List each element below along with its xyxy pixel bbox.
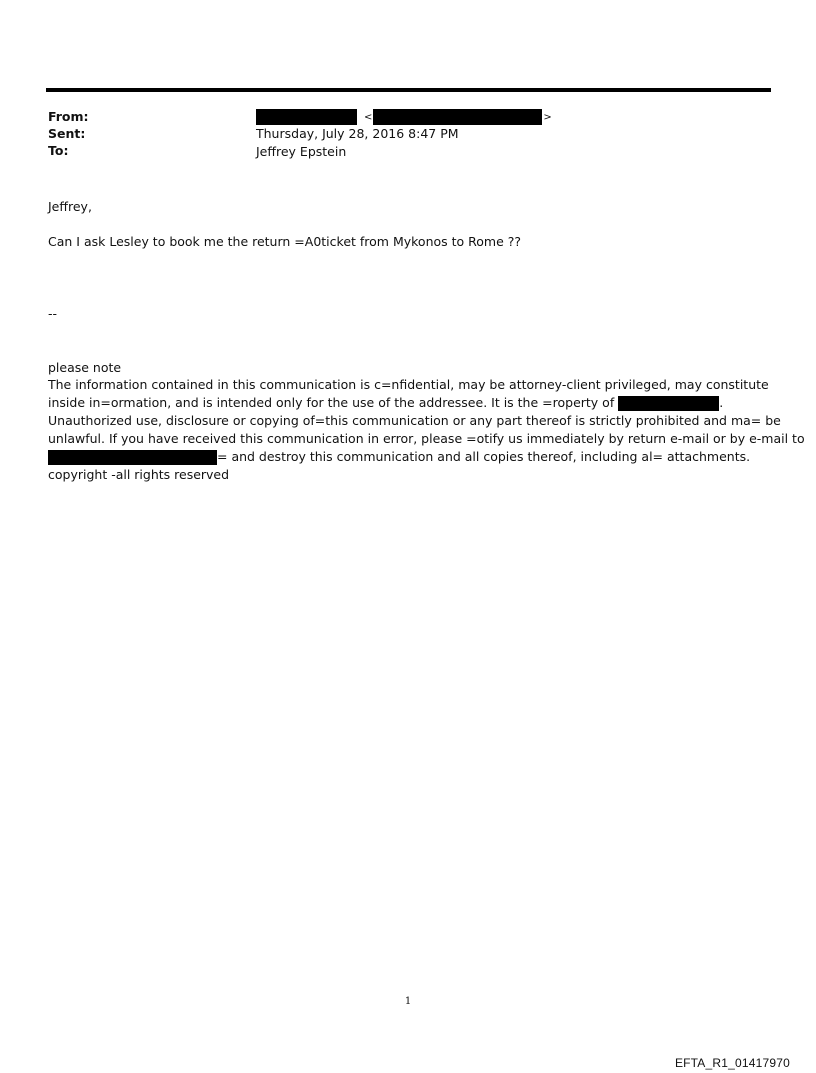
from-label: From: (48, 109, 89, 124)
disclaimer-line-part: inside in=ormation, and is intended only for the use of the addressee. It is the =roperty of (48, 395, 615, 410)
disclaimer-line: Unauthorized use, disclosure or copying of=this communication or any part thereof is strictly prohibited and ma= be (48, 413, 781, 428)
disclaimer-title: please note (48, 360, 122, 375)
redacted-sender-email (373, 109, 542, 125)
disclaimer-line-with-redaction (48, 448, 788, 466)
document-id: EFTA_R1_01417970 (674, 1056, 790, 1070)
disclaimer-line-part: . (719, 395, 724, 410)
redacted-contact-email (48, 450, 217, 465)
header-rule (46, 88, 771, 92)
disclaimer-text (48, 376, 805, 484)
to-value: Jeffrey Epstein (256, 144, 347, 159)
greeting: Jeffrey, (48, 199, 92, 214)
copyright-notice: copyright -all rights reserved (48, 467, 230, 482)
from-close-bracket: > (543, 112, 552, 123)
disclaimer-line-with-redaction (48, 394, 788, 412)
disclaimer-line: The information contained in this communication is c=nfidential, may be attorney-client privileged, may constitute (48, 377, 769, 392)
from-value (256, 108, 552, 126)
message-body: Can I ask Lesley to book me the return =A0ticket from Mykonos to Rome ?? (48, 234, 522, 249)
page-number: 1 (404, 996, 412, 1007)
sent-value: Thursday, July 28, 2016 8:47 PM (256, 126, 459, 141)
from-open-bracket: < (363, 112, 373, 123)
to-label: To: (48, 143, 69, 158)
sent-label: Sent: (48, 126, 86, 141)
disclaimer-line-part: = and destroy this communication and all copies thereof, including al= attachments. (217, 449, 751, 464)
redacted-sender-name (256, 109, 357, 125)
signature-separator: -- (48, 306, 58, 321)
disclaimer-line: unlawful. If you have received this communication in error, please =otify us immediately by return e-mail or by e-mail to (48, 431, 805, 446)
redacted-company-name (618, 396, 719, 411)
